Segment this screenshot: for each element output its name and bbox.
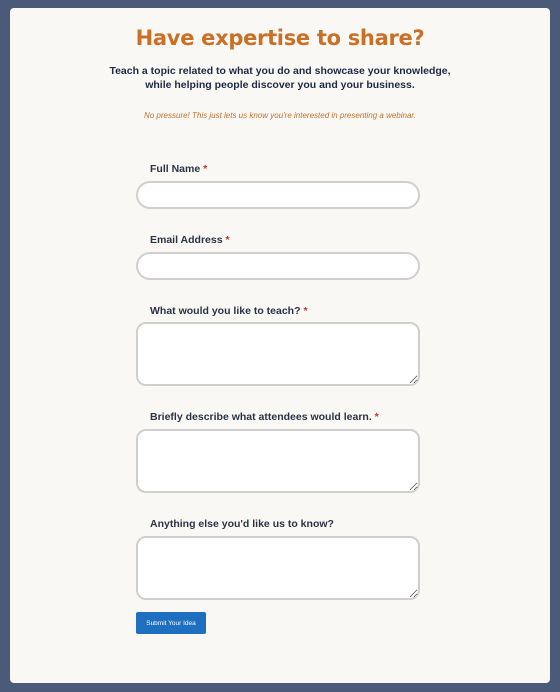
form-card — [10, 8, 550, 683]
required-asterisk: * — [374, 411, 379, 423]
page-subtitle: Teach a topic related to what you do and showcase your knowledge, while helping people discover you and your business. — [109, 65, 451, 91]
full-name-input[interactable] — [136, 181, 420, 209]
submit-button[interactable]: Submit Your Idea — [136, 612, 206, 634]
full-name-label — [150, 163, 207, 175]
other-textarea[interactable] — [136, 536, 420, 600]
full-name-label-text: Full Name — [150, 163, 201, 175]
required-asterisk: * — [303, 305, 308, 317]
email-input[interactable] — [136, 252, 420, 280]
disclaimer-note: No pressure! This just lets us know you're interested in presenting a webinar. — [143, 111, 417, 120]
learn-label — [150, 411, 379, 423]
learn-label-text: Briefly describe what attendees would learn. — [150, 411, 372, 423]
other-label — [150, 518, 334, 530]
page-title: Have expertise to share? — [135, 26, 425, 50]
teach-label — [150, 305, 308, 317]
learn-textarea[interactable] — [136, 429, 420, 493]
required-asterisk: * — [203, 163, 208, 175]
required-asterisk: * — [225, 234, 230, 246]
other-label-text: Anything else you'd like us to know? — [150, 518, 334, 530]
teach-label-text: What would you like to teach? — [150, 305, 301, 317]
teach-textarea[interactable] — [136, 322, 420, 386]
email-label-text: Email Address — [150, 234, 223, 246]
email-label — [150, 234, 230, 246]
